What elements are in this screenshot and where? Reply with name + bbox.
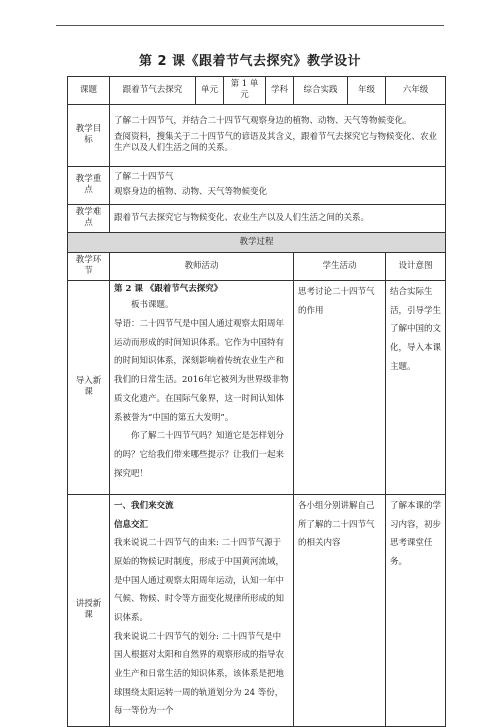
process-header: 教学过程 — [68, 232, 446, 252]
intro-phase: 导入新课 — [68, 280, 110, 494]
section-heading: 一、我们来交流 — [114, 500, 174, 511]
unit-value: 第 1 单元 — [224, 77, 266, 105]
intro-row — [68, 280, 446, 494]
key-points-row — [68, 166, 446, 204]
sub-heading: 信息交汇 — [114, 519, 149, 530]
teach-teacher — [110, 494, 294, 726]
difficulties-label: 教学难点 — [68, 204, 110, 232]
goal-line: 了解二十四节气，并结合二十四节气观察身边的植物、动物、天气等物候变化。 — [114, 116, 412, 127]
teach-paragraph: 我来说说二十四节气的划分: 二十四节气是中国人根据对太阳和自然界的观察形成的指导农业生产和日常生活的知识体系，该体系是把地球围绕太阳运转一周的轨道划分为 24 等份，每一等份为一个 — [114, 631, 285, 717]
document-title: 第 2 课《跟着节气去探究》教学设计 — [138, 54, 362, 69]
key-point-line: 观察身边的植物、动物、天气等物候变化 — [114, 187, 268, 198]
col-student: 学生活动 — [294, 252, 386, 280]
intro-student — [294, 280, 386, 494]
info-row — [68, 77, 446, 105]
subject-value: 综合实践 — [294, 77, 348, 105]
teach-design-text: 了解本课的学习内容，初步思考课堂任务。 — [390, 500, 442, 567]
intro-design — [386, 280, 446, 494]
teach-student-text: 各小组分别讲解自己所了解的二十四节气的相关内容 — [298, 500, 375, 549]
process-header-row — [68, 232, 446, 252]
teach-paragraph: 我来说说二十四节气的由来: 二十四节气源于原始的物候记时制度，形成于中国黄河流域，是中国人通过观察太阳周年运动，认知一年中气候、物候、时令等方面变化规律所形成的知识体系。 — [114, 538, 285, 623]
difficulties-content: 跟着节气去探究它与物候变化、农业生产以及人们生活之间的关系。 — [110, 204, 446, 232]
goals-content — [110, 104, 446, 166]
goals-label: 教学目标 — [68, 104, 110, 166]
goal-line: 查阅资料，搜集关于二十四节气的谚语及其含义，跟着节气去探究它与物候变化、农业生产以及人们生活之间的关系。 — [114, 131, 438, 154]
col-phase: 教学环节 — [68, 252, 110, 280]
teach-row — [68, 494, 446, 726]
grade-label: 年级 — [348, 77, 386, 105]
topic-value: 跟着节气去探究 — [110, 77, 196, 105]
lesson-plan-table — [67, 76, 446, 727]
difficulties-row — [68, 204, 446, 232]
intro-paragraph: 你了解二十四节气吗？知道它是怎样划分的吗？它给我们带来哪些提示？让我们一起来探究吧！ — [114, 431, 285, 479]
intro-paragraph: 导语：二十四节气是中国人通过观察太阳周年运动而形成的时间知识体系。它作为中国特有的时间知识体系，深刻影响着传统农业生产和我们的日常生活。2016年它被列为世界级非物质文化遗产。在国际气象界，这一时间认知体系被誉为“中国的第五大发明”。 — [114, 319, 289, 423]
intro-teacher — [110, 280, 294, 494]
goals-row — [68, 104, 446, 166]
teach-phase: 讲授新课 — [68, 494, 110, 726]
key-points-content — [110, 166, 446, 204]
key-point-line: 了解二十四节气 — [114, 171, 174, 182]
col-teacher: 教师活动 — [110, 252, 294, 280]
grade-value: 六年级 — [386, 77, 446, 105]
column-header-row — [68, 252, 446, 280]
subject-label: 学科 — [266, 77, 294, 105]
unit-label: 单元 — [196, 77, 224, 105]
col-design: 设计意图 — [386, 252, 446, 280]
key-points-label: 教学重点 — [68, 166, 110, 204]
teach-design — [386, 494, 446, 726]
intro-design-text: 结合实际生活，引导学生了解中国的文化，导入本课主题。 — [390, 286, 442, 372]
teach-student — [294, 494, 386, 726]
header-rule — [56, 25, 444, 26]
lesson-heading: 第 2 课 《跟着节气去探究》 — [114, 283, 223, 294]
intro-student-text: 思考讨论二十四节气的作用 — [298, 286, 375, 316]
topic-label: 课题 — [68, 77, 110, 105]
intro-paragraph: 板书课题。 — [131, 300, 174, 311]
